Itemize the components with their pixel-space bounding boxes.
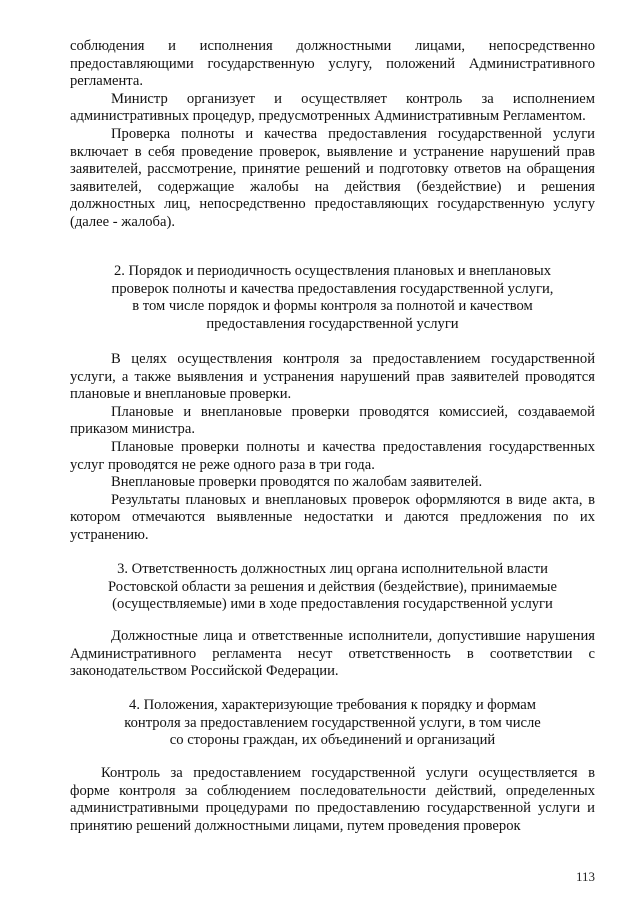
section-heading-3 — [70, 561, 595, 614]
section-heading-2 — [70, 263, 595, 333]
heading-line: 3. Ответственность должностных лиц органа исполнительной власти — [117, 561, 548, 577]
text-block-inspections — [70, 351, 595, 545]
paragraph-control-form: Контроль за предоставлением государственной услуги осуществляется в форме контроля за соблюдением последовательности действий, определенных административными процедурами по предоставлению государственной услуги и принятию решений должностными лицами, путем проведения проверок — [70, 765, 595, 834]
heading-line: 2. Порядок и периодичность осуществления плановых и внеплановых — [113, 263, 552, 279]
heading-line: предоставления государственной услуги — [206, 315, 459, 332]
page-number: 113 — [575, 869, 595, 884]
paragraph-unplanned: Внеплановые проверки проводятся по жалобам заявителей. — [111, 474, 483, 491]
paragraph-continuation: соблюдения и исполнения должностными лицами, непосредственно предоставляющими государственную услугу, положений Административного регламента. — [70, 38, 595, 90]
heading-line: со стороны граждан, их объединений и организаций — [169, 732, 496, 749]
paragraph-planned-frequency: Плановые проверки полноты и качества предоставления государственных услуг проводятся не реже одного раза в три года. — [70, 438, 595, 473]
text-block-control-form — [70, 765, 595, 835]
section-heading-4 — [70, 697, 595, 750]
paragraph-inspection-scope: Проверка полноты и качества предоставления государственной услуги включает в себя проведение проверок, выявление и устранение нарушений прав заявителей, рассмотрение, принятие решений и подготовку ответов на обращения заявителей, содержащие жалобы на действия (бездействие) и решения должностных лиц, непосредственно предоставляющих государственную услугу (далее - жалоба). — [70, 125, 595, 230]
paragraph-responsibility: Должностные лица и ответственные исполнители, допустившие нарушения Административного регламента несут ответственность в соответствии с законодательством Российской Федерации. — [70, 628, 595, 680]
paragraph-control-purpose: В целях осуществления контроля за предоставлением государственной услуги, а также выявления и устранения нарушений прав заявителей проводятся плановые и внеплановые проверки. — [70, 351, 595, 403]
heading-line: Ростовской области за решения и действия (бездействие), принимаемые — [108, 578, 557, 595]
heading-line: проверок полноты и качества предоставления государственной услуги, — [111, 280, 554, 297]
paragraph-results: Результаты плановых и внеплановых проверок оформляются в виде акта, в котором отмечаются выявленные недостатки и даются предложения по их устранению. — [70, 491, 595, 543]
heading-line: контроля за предоставлением государственной услуги, в том числе — [124, 714, 541, 731]
text-block-intro — [70, 38, 595, 232]
heading-line: (осуществляемые) ими в ходе предоставления государственной услуги — [112, 596, 553, 613]
paragraph-minister-control: Министр организует и осуществляет контроль за исполнением административных процедур, предусмотренных Административным Регламентом. — [70, 90, 595, 125]
paragraph-commission: Плановые и внеплановые проверки проводятся комиссией, создаваемой приказом министра. — [70, 403, 595, 438]
text-block-responsibility — [70, 628, 595, 681]
heading-line: в том числе порядок и формы контроля за полнотой и качеством — [132, 298, 533, 315]
heading-line: 4. Положения, характеризующие требования к порядку и формам — [129, 697, 536, 713]
